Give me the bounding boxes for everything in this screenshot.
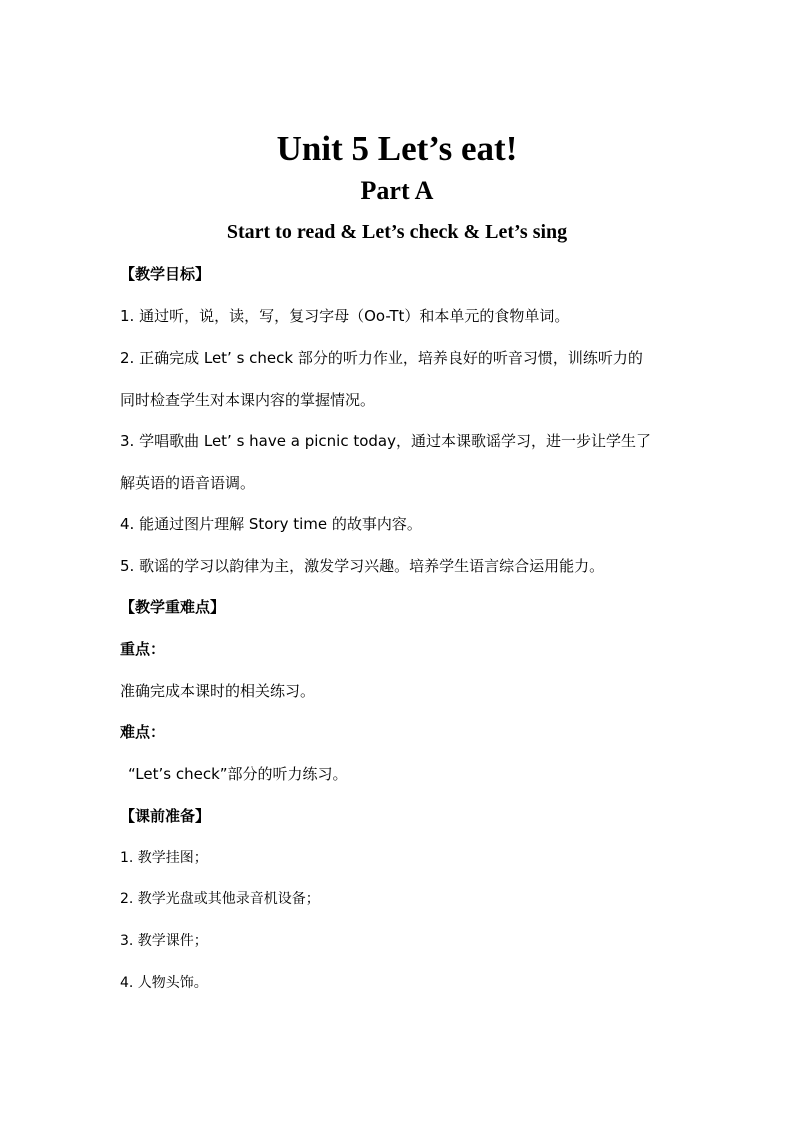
objective-item: 3. 学唱歌曲 Let’ s have a picnic today，通过本课歌谣学习，进一步让学生了 <box>120 432 651 450</box>
lesson-title: Start to read & Let’s check & Let’s sing <box>226 221 568 243</box>
preparation-item: 4. 人物头饰。 <box>120 975 208 991</box>
objective-item-continued: 同时检查学生对本课内容的掌握情况。 <box>120 391 376 409</box>
preparation-item: 2. 教学光盘或其他录音机设备； <box>120 891 320 907</box>
focus-text: 准确完成本课时的相关练习。 <box>120 682 316 700</box>
preparation-item: 3. 教学课件； <box>120 933 208 949</box>
objective-item-continued: 解英语的语音语调。 <box>120 474 256 492</box>
objective-item: 2. 正确完成 Let’ s check 部分的听力作业，培养良好的听音习惯，训练听力的 <box>120 349 643 367</box>
preparation-item: 1. 教学挂图； <box>120 850 208 866</box>
focus-label: 重点： <box>120 640 166 658</box>
document-title: Unit 5 Let’s eat! <box>276 129 518 168</box>
document-subtitle: Part A <box>360 176 434 205</box>
difficulty-text: “Let’s check”部分的听力练习。 <box>128 765 348 783</box>
objectives-heading: 【教学目标】 <box>120 265 211 283</box>
objective-item: 5. 歌谣的学习以韵律为主，激发学习兴趣。培养学生语言综合运用能力。 <box>120 557 605 575</box>
difficulty-label: 难点： <box>120 723 166 741</box>
key-points-heading: 【教学重难点】 <box>120 598 226 616</box>
preparation-heading: 【课前准备】 <box>120 807 211 825</box>
objective-item: 1. 通过听，说，读，写，复习字母（Oo-Tt）和本单元的食物单词。 <box>120 307 570 325</box>
objective-item: 4. 能通过图片理解 Story time 的故事内容。 <box>120 515 422 533</box>
